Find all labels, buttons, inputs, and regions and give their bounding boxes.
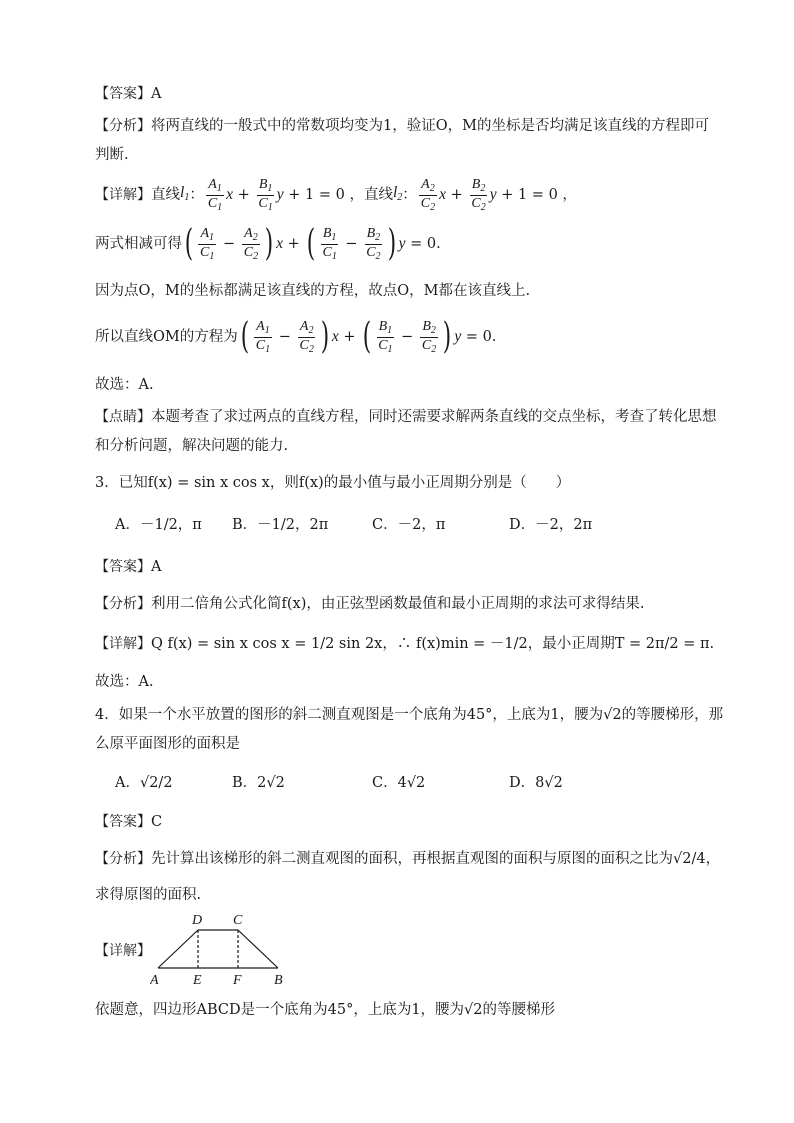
answer-value: A [151,86,162,102]
detail-text-mid: ，直线 [349,187,393,203]
line-l1-label: $l_1$ [180,183,190,203]
question-3 [95,473,570,493]
q3-detail-text: Q f(x) = sin x cos x = 1/2 sin 2x，∴ f(x)min = －1/2，最小正周期T = 2π/2 = π. [151,636,715,652]
om-text-pre: 所以直线OM的方程为 [95,329,238,345]
label-f: F [233,973,242,988]
remark-line-cont [95,436,288,456]
q3-answer-line: 【答案】A [95,559,162,575]
q4-option-b: B．2√2 [232,775,285,791]
remark-line [95,407,717,427]
q3-answer-value: A [151,559,162,575]
line-l2-label: $l_2$ [392,183,403,203]
analysis-tag: 【分析】 [95,118,151,134]
q3-option-a: A．－1/2，π [115,517,202,533]
label-e: E [193,973,202,988]
detail-tag: 【详解】 [95,187,151,203]
question-4-text-cont: 么原平面图形的面积是 [95,736,240,752]
q4-option-d: D．8√2 [509,775,563,791]
question-4 [95,705,723,725]
label-a: A [150,973,159,988]
q4-answer-line: 【答案】C [95,814,163,830]
fraction-a2-c2: $\frac{A_2}{C_2}$ [420,176,436,213]
q4-answer-value: C [151,814,163,830]
label-c: C [233,913,243,928]
fraction-b1-c1: $\frac{B_1}{C_1}$ [258,176,273,213]
detail-text-post: ， [562,187,577,203]
q4-analysis-text: 先计算出该梯形的斜二测直观图的面积，再根据直观图的面积与原图的面积之比为√2/4， [151,851,721,867]
q4-detail-line: 【详解】 [95,943,151,959]
analysis-text-cont: 判断. [95,147,129,163]
q4-analysis-line: 【分析】先计算出该梯形的斜二测直观图的面积，再根据直观图的面积与原图的面积之比为√2/4， [95,851,721,867]
fraction-a1-c1: $\frac{A_1}{C_1}$ [207,176,223,213]
fraction-b2-c2: $\frac{B_2}{C_2}$ [471,176,486,213]
analysis-text: 将两直线的一般式中的常数项均变为1，验证O，M的坐标是否均满足该直线的方程即可 [151,118,709,134]
detail-text-pre: 直线 [151,187,180,203]
question-4-cont [95,734,240,754]
question-4-text: 4．如果一个水平放置的图形的斜二测直观图是一个底角为45°，上底为1，腰为√2的等腰梯形，那 [95,707,724,723]
answer-line [95,84,161,104]
q3-option-b: B．－1/2，2π [232,517,329,533]
edge-cb [238,930,278,968]
q4-conclusion-line [95,1000,555,1020]
q3-analysis-text: 利用二倍角公式化简f(x)，由正弦型函数最值和最小正周期的求法可求得结果. [151,596,645,612]
q3-detail-line: 【详解】Q f(x) = sin x cos x = 1/2 sin 2x，∴ f(x)min = －1/2，最小正周期T = 2π/2 = π. [95,636,715,652]
answer-tag: 【答案】 [95,86,151,102]
om-equation-line: 所以直线OM的方程为 ( $\frac{A_1}{C_1}$ − $\frac{A_2}{C_2}$ ) x + ( $\frac{B_1}{C_1}$ − $\frac{B_2}{C_2}$ ) y = 0 . [95,316,497,357]
q3-choose-line: 故选：A. [95,674,154,690]
because-line [95,281,530,301]
label-b: B [274,973,283,988]
remark-tag: 【点睛】 [95,409,151,425]
q4-option-a: A．√2/2 [115,775,173,791]
q4-option-c: C．4√2 [372,775,426,791]
detail-line: 【详解】 直线 $l_1$ ： $\frac{A_1}{C_1}$ x + $\frac{B_1}{C_1}$ y + 1 = 0 ，直线 $l_2$ ： $\frac{A_2}{C_2}$ x + $\frac{B_2}{C_2}$ y + 1 = 0 ， [95,176,577,213]
question-3-text: 3．已知f(x) = sin x cos x，则f(x)的最小值与最小正周期分别是（ ） [95,475,571,491]
choose-line [95,375,154,395]
analysis-line-cont [95,145,129,165]
trapezoid-figure [150,910,290,990]
remark-text-cont: 和分析问题，解决问题的能力. [95,438,289,454]
subtract-line: 两式相减可得 ( $\frac{A_1}{C_1}$ − $\frac{A_2}{C_2}$ ) x + ( $\frac{B_1}{C_1}$ − $\frac{B_2}{C_2}$ ) y = 0 . [95,223,441,264]
q4-analysis-line-cont: 求得原图的面积. [95,887,202,903]
analysis-line [95,116,709,136]
subtract-text-pre: 两式相减可得 [95,236,182,252]
choose-text: 故选：A. [95,377,154,393]
edge-ad [158,930,198,968]
q4-conclusion-text: 依题意，四边形ABCD是一个底角为45°，上底为1，腰为√2的等腰梯形 [95,1002,556,1018]
label-d: D [192,913,203,928]
q3-option-d: D．－2，2π [509,517,593,533]
q3-option-c: C．－2，π [372,517,446,533]
remark-text: 本题考查了求过两点的直线方程，同时还需要求解两条直线的交点坐标，考查了转化思想 [151,409,717,425]
q3-analysis-line: 【分析】利用二倍角公式化简f(x)，由正弦型函数最值和最小正周期的求法可求得结果. [95,596,645,612]
because-text: 因为点O，M的坐标都满足该直线的方程，故点O，M都在该直线上. [95,283,531,299]
